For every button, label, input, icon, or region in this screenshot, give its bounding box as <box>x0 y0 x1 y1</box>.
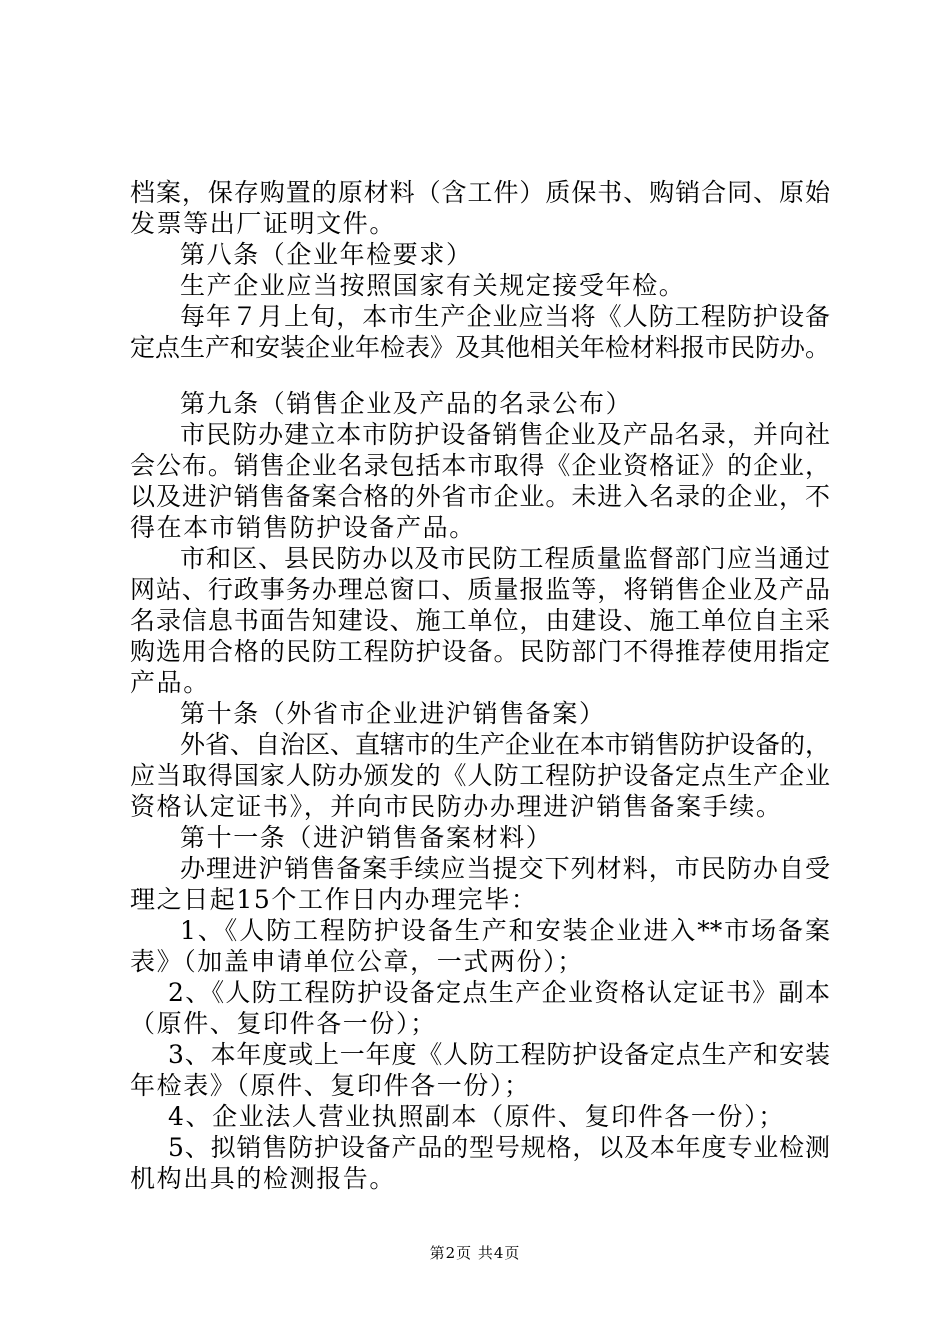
text-line: 每年７月上旬，本市生产企业应当将《人防工程防护设备 <box>180 302 830 331</box>
list-item-continued: 机构出具的检测报告。 <box>130 1164 397 1193</box>
list-item: 4、企业法人营业执照副本（原件、复印件各一份）； <box>168 1102 785 1131</box>
text-line: 名录信息书面告知建设、施工单位，由建设、施工单位自主采 <box>130 606 830 635</box>
text-line: 网站、行政事务办理总窗口、质量报监等，将销售企业及产品 <box>130 575 830 604</box>
text-line: 会公布。销售企业名录包括本市取得《企业资格证》的企业， <box>130 451 830 480</box>
text-line: 办理进沪销售备案手续应当提交下列材料，市民防办自受 <box>180 854 830 883</box>
list-item-continued: （原件、复印件各一份）； <box>130 1009 437 1038</box>
article-heading: 第八条（企业年检要求） <box>180 240 473 269</box>
page-footer: 第2页 共4页 <box>429 1244 521 1262</box>
text-line: 定点生产和安装企业年检表》及其他相关年检材料报市民防办。 <box>130 333 831 362</box>
text-line: 购选用合格的民防工程防护设备。民防部门不得推荐使用指定 <box>130 637 830 666</box>
article-heading: 第十一条（进沪销售备案材料） <box>180 823 553 852</box>
list-item-continued: 年检表》（原件、复印件各一份）； <box>130 1071 531 1100</box>
text-line: 资格认定证书》，并向市民防办办理进沪销售备案手续。 <box>130 792 783 821</box>
list-item-continued: 表》（加盖申请单位公章，一式两份）； <box>130 947 584 976</box>
text-line: 生产企业应当按照国家有关规定接受年检。 <box>180 271 686 300</box>
text-line: 得在本市销售防护设备产品。 <box>130 513 476 542</box>
text-line: 产品。 <box>130 668 210 697</box>
text-line: 理之日起15个工作日内办理完毕： <box>130 885 538 914</box>
article-heading: 第十条（外省市企业进沪销售备案） <box>180 699 606 728</box>
text-line: 档案，保存购置的原材料（含工件）质保书、购销合同、原始 <box>130 178 830 207</box>
list-item: 5、拟销售防护设备产品的型号规格，以及本年度专业检测 <box>168 1133 830 1162</box>
text-line: 发票等出厂证明文件。 <box>130 209 397 238</box>
text-line: 市民防办建立本市防护设备销售企业及产品名录，并向社 <box>180 420 830 449</box>
text-line: 以及进沪销售备案合格的外省市企业。未进入名录的企业，不 <box>130 482 830 511</box>
list-item: 3、本年度或上一年度《人防工程防护设备定点生产和安装 <box>168 1040 830 1069</box>
text-line: 市和区、县民防办以及市民防工程质量监督部门应当通过 <box>180 544 830 573</box>
list-item: 2、《人防工程防护设备定点生产企业资格认定证书》副本 <box>168 978 830 1007</box>
text-line: 应当取得国家人防办颁发的《人防工程防护设备定点生产企业 <box>130 761 830 790</box>
text-line: 外省、自治区、直辖市的生产企业在本市销售防护设备的， <box>180 730 831 759</box>
article-heading: 第九条（销售企业及产品的名录公布） <box>180 389 633 418</box>
list-item: 1、《人防工程防护设备生产和安装企业进入**市场备案 <box>180 916 830 945</box>
